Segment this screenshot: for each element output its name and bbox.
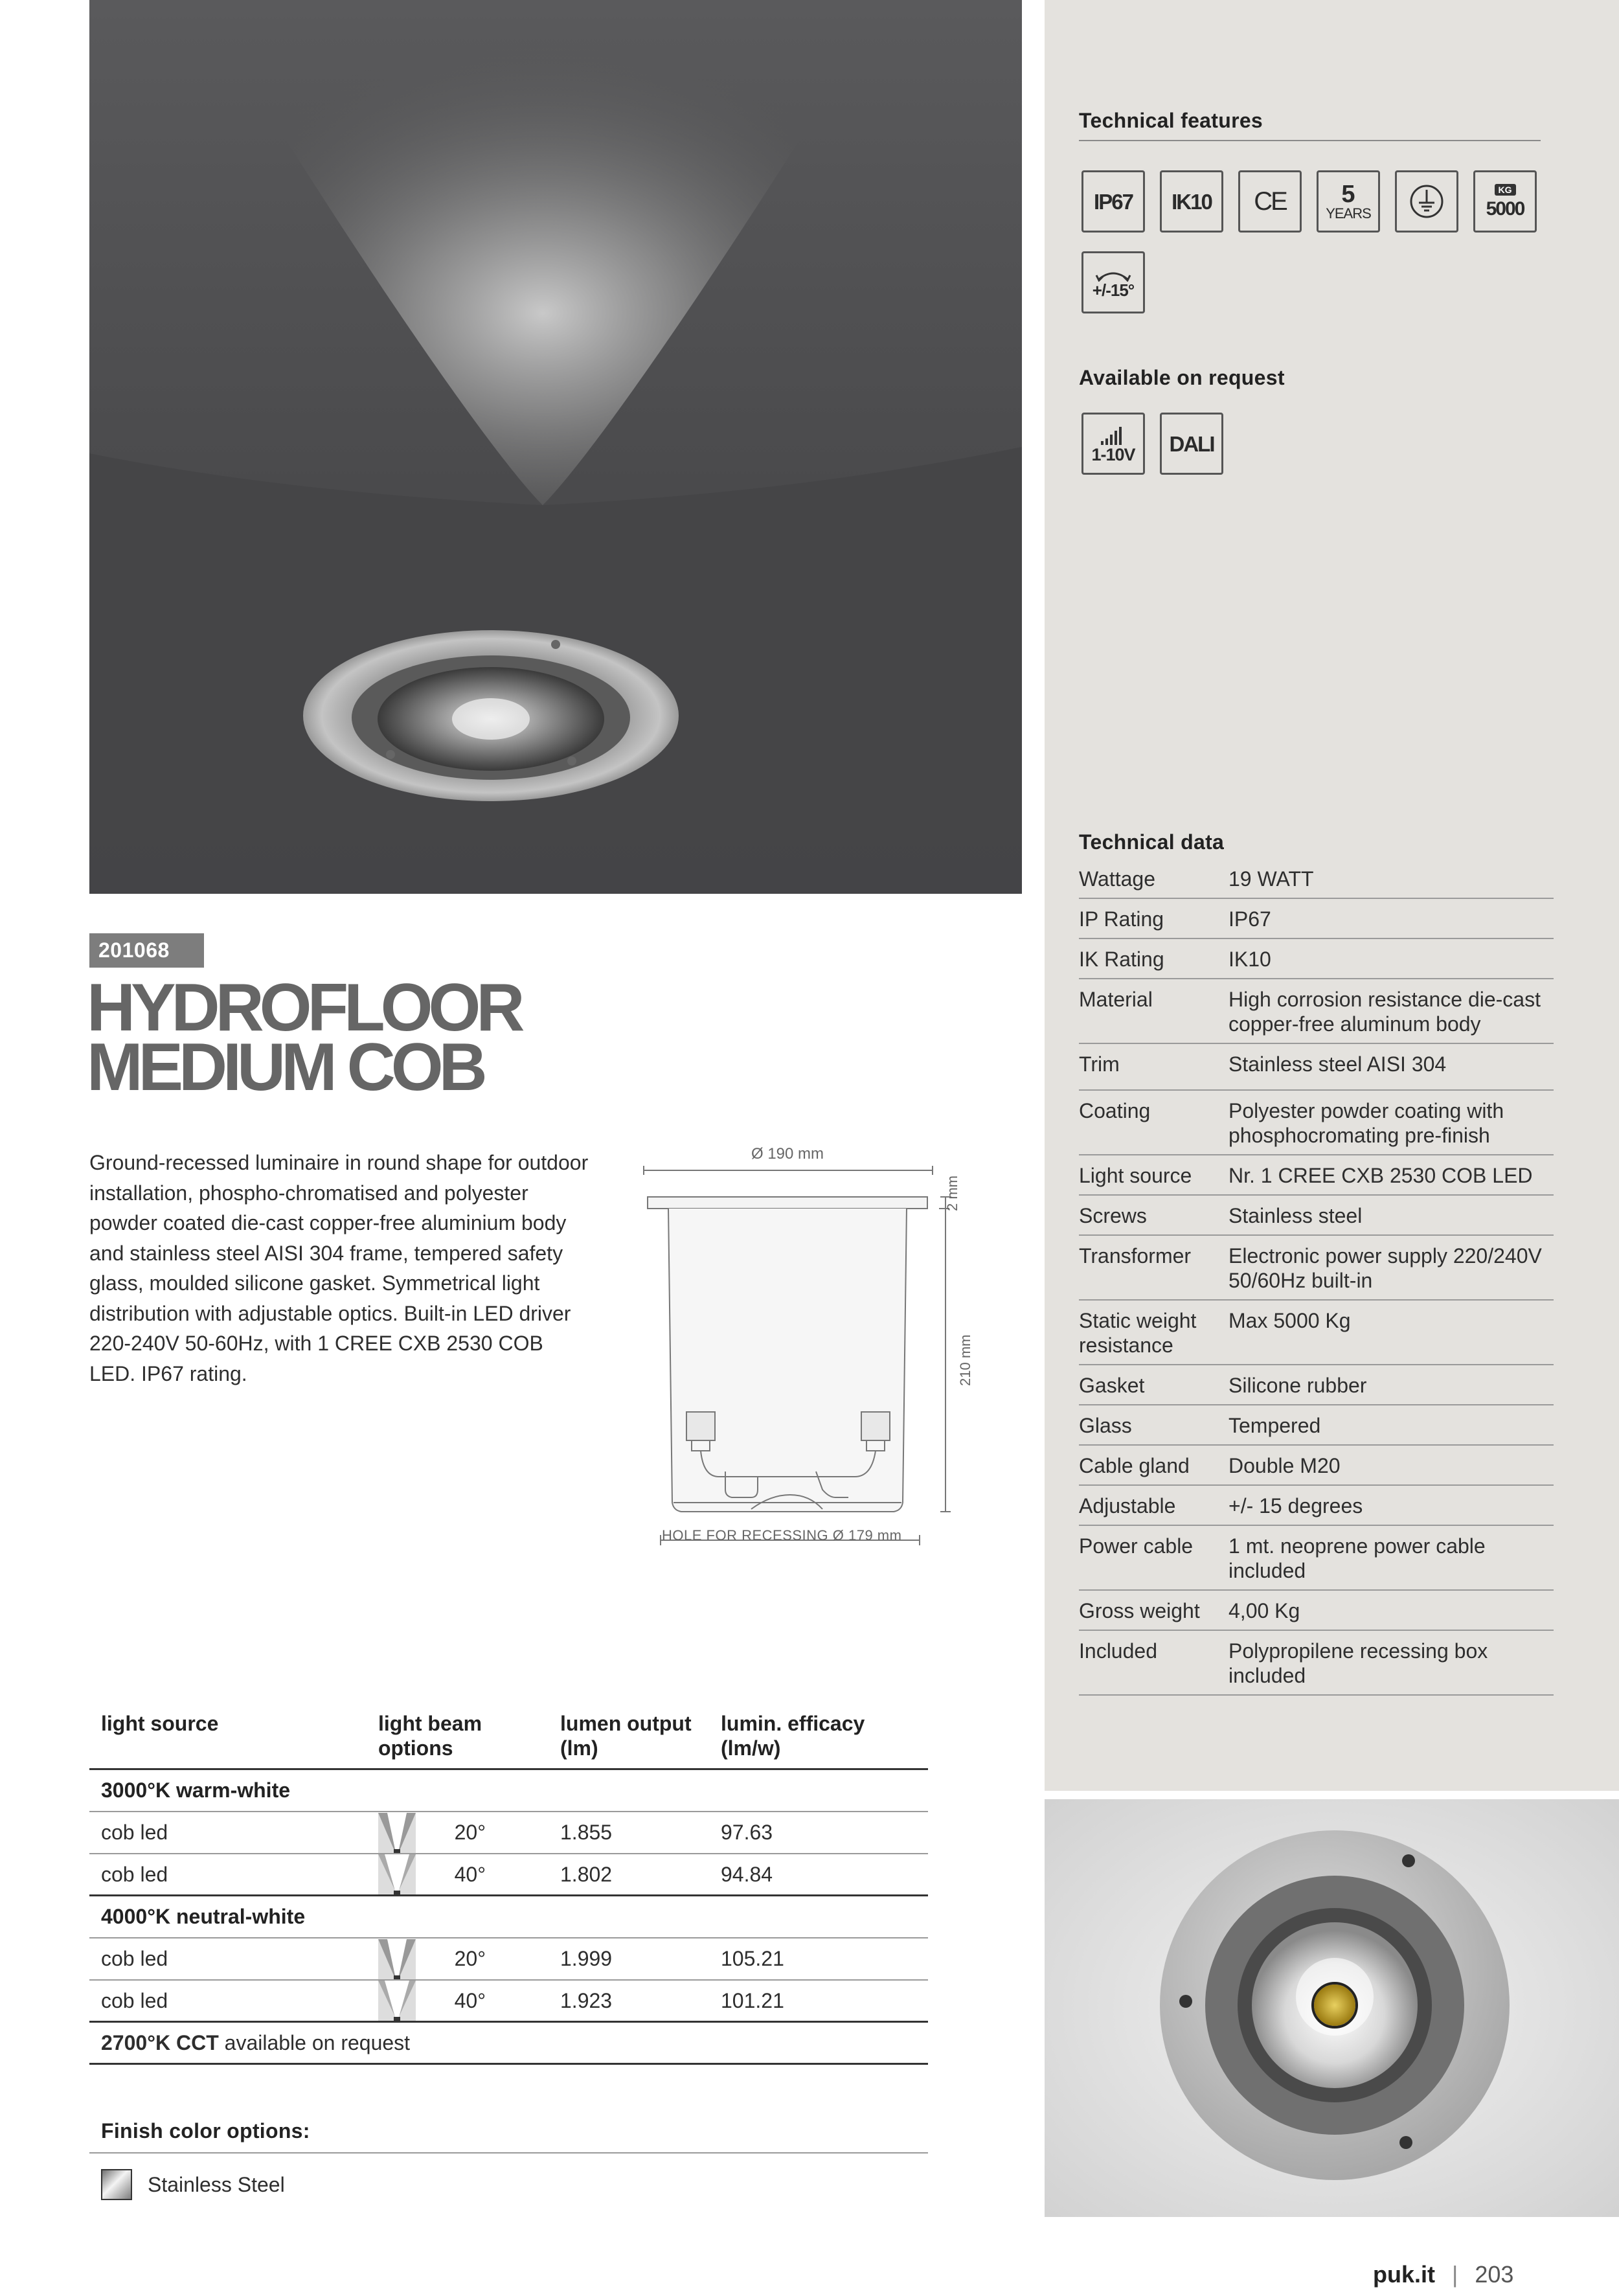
technical-drawing [641,1140,978,1554]
drawing-hole-label: HOLE FOR RECESSING Ø 179 mm [662,1527,902,1543]
tech-row-gross-weight: Gross weight 4,00 Kg [1079,1591,1554,1631]
product-hero-photo [89,0,1022,894]
beam-narrow-icon [378,1813,416,1853]
beam-wide-icon [378,1854,416,1894]
product-title [87,970,734,1105]
tech-row-screws: Screws Stainless steel [1079,1196,1554,1236]
ik10-icon: IK10 [1160,170,1223,233]
light-table-header: light source light beam options lumen output (lm) lumin. efficacy (lm/w) [89,1702,928,1770]
tech-row-included: Included Polypropilene recessing box included [1079,1631,1554,1696]
product-description: Ground-recessed luminaire in round shape for outdoor installation, phospho-chromatised and polyester powder coated die-cast copper-free aluminium body and stainless steel AISI 304 frame, tempered safety glass, moulded silicone gasket. Symmetrical light distribution with adjustable optics. Built-in LED driver 220-240V 50-60Hz, with 1 CREE CXB 2530 COB LED. IP67 rating. [89,1151,589,1385]
beam-wide-icon [378,1981,416,2021]
ce-mark-icon: CE [1238,170,1302,233]
drawing-flange-label: 2 mm [944,1176,960,1211]
finish-option-stainless: Stainless Steel [89,2154,928,2200]
tech-row-cable-gland: Cable gland Double M20 [1079,1446,1554,1486]
light-group-label: 3000°K warm-white [89,1770,928,1812]
tech-row-light-source: Light source Nr. 1 CREE CXB 2530 COB LED [1079,1155,1554,1196]
technical-features-title: Technical features [1079,109,1263,132]
table-row: cob led 20° 1.855 97.63 [89,1812,928,1854]
drawing-height-label: 210 mm [957,1334,973,1386]
page-footer [1373,2260,1513,2289]
tech-row-transformer: Transformer Electronic power supply 220/240V 50/60Hz built-in [1079,1236,1554,1301]
product-title-line1: HYDROFLOOR [87,970,521,1045]
table-row: cob led 40° 1.923 101.21 [89,1981,928,2023]
tech-row-trim: Trim Stainless steel AISI 304 [1079,1044,1554,1091]
tech-row-gasket: Gasket Silicone rubber [1079,1365,1554,1405]
cct-note: 2700°K CCT available on request [89,2023,928,2065]
weight-5000-icon: KG 5000 [1473,170,1537,233]
tech-row-material: Material High corrosion resistance die-cast copper-free aluminum body [1079,979,1554,1044]
technical-data-table [1079,859,1554,1696]
product-top-view-photo [1045,1799,1619,2217]
footer-site: puk.it [1373,2261,1435,2288]
tech-row-coating: Coating Polyester powder coating with phosphocromating pre-finish [1079,1091,1554,1155]
stainless-swatch-icon [101,2169,132,2200]
tech-row-power-cable: Power cable 1 mt. neoprene power cable included [1079,1526,1554,1591]
ground-symbol-icon [1395,170,1458,233]
product-title-line2: MEDIUM COB [87,1030,483,1105]
dimming-1-10v-icon: 1-10V [1081,413,1145,475]
adjustable-15-icon: +/-15° [1081,251,1145,313]
page-number: 203 [1475,2261,1514,2288]
table-row: cob led 20° 1.999 105.21 [89,1938,928,1981]
tech-row-ik: IK Rating IK10 [1079,939,1554,979]
table-row: cob led 40° 1.802 94.84 [89,1854,928,1896]
tech-row-static-weight: Static weight resistance Max 5000 Kg [1079,1301,1554,1365]
tech-row-wattage: Wattage 19 WATT [1079,859,1554,899]
beam-narrow-icon [378,1939,416,1979]
dali-icon: DALI [1160,413,1223,475]
tech-row-glass: Glass Tempered [1079,1405,1554,1446]
warranty-icon: 5 YEARS [1317,170,1380,233]
technical-data-title: Technical data [1079,830,1225,854]
available-on-request-title: Available on request [1079,366,1285,389]
finish-options [89,2119,928,2200]
drawing-diameter-label: Ø 190 mm [751,1145,824,1163]
tech-row-ip: IP Rating IP67 [1079,899,1554,939]
light-source-table [89,1702,928,2065]
ip67-icon: IP67 [1081,170,1145,233]
product-code-badge: 201068 [89,933,204,968]
footer-separator: | [1452,2261,1458,2288]
light-group-label: 4000°K neutral-white [89,1896,928,1938]
finish-title: Finish color options: [101,2119,310,2143]
tech-row-adjustable: Adjustable +/- 15 degrees [1079,1486,1554,1526]
features-divider [1079,140,1541,141]
